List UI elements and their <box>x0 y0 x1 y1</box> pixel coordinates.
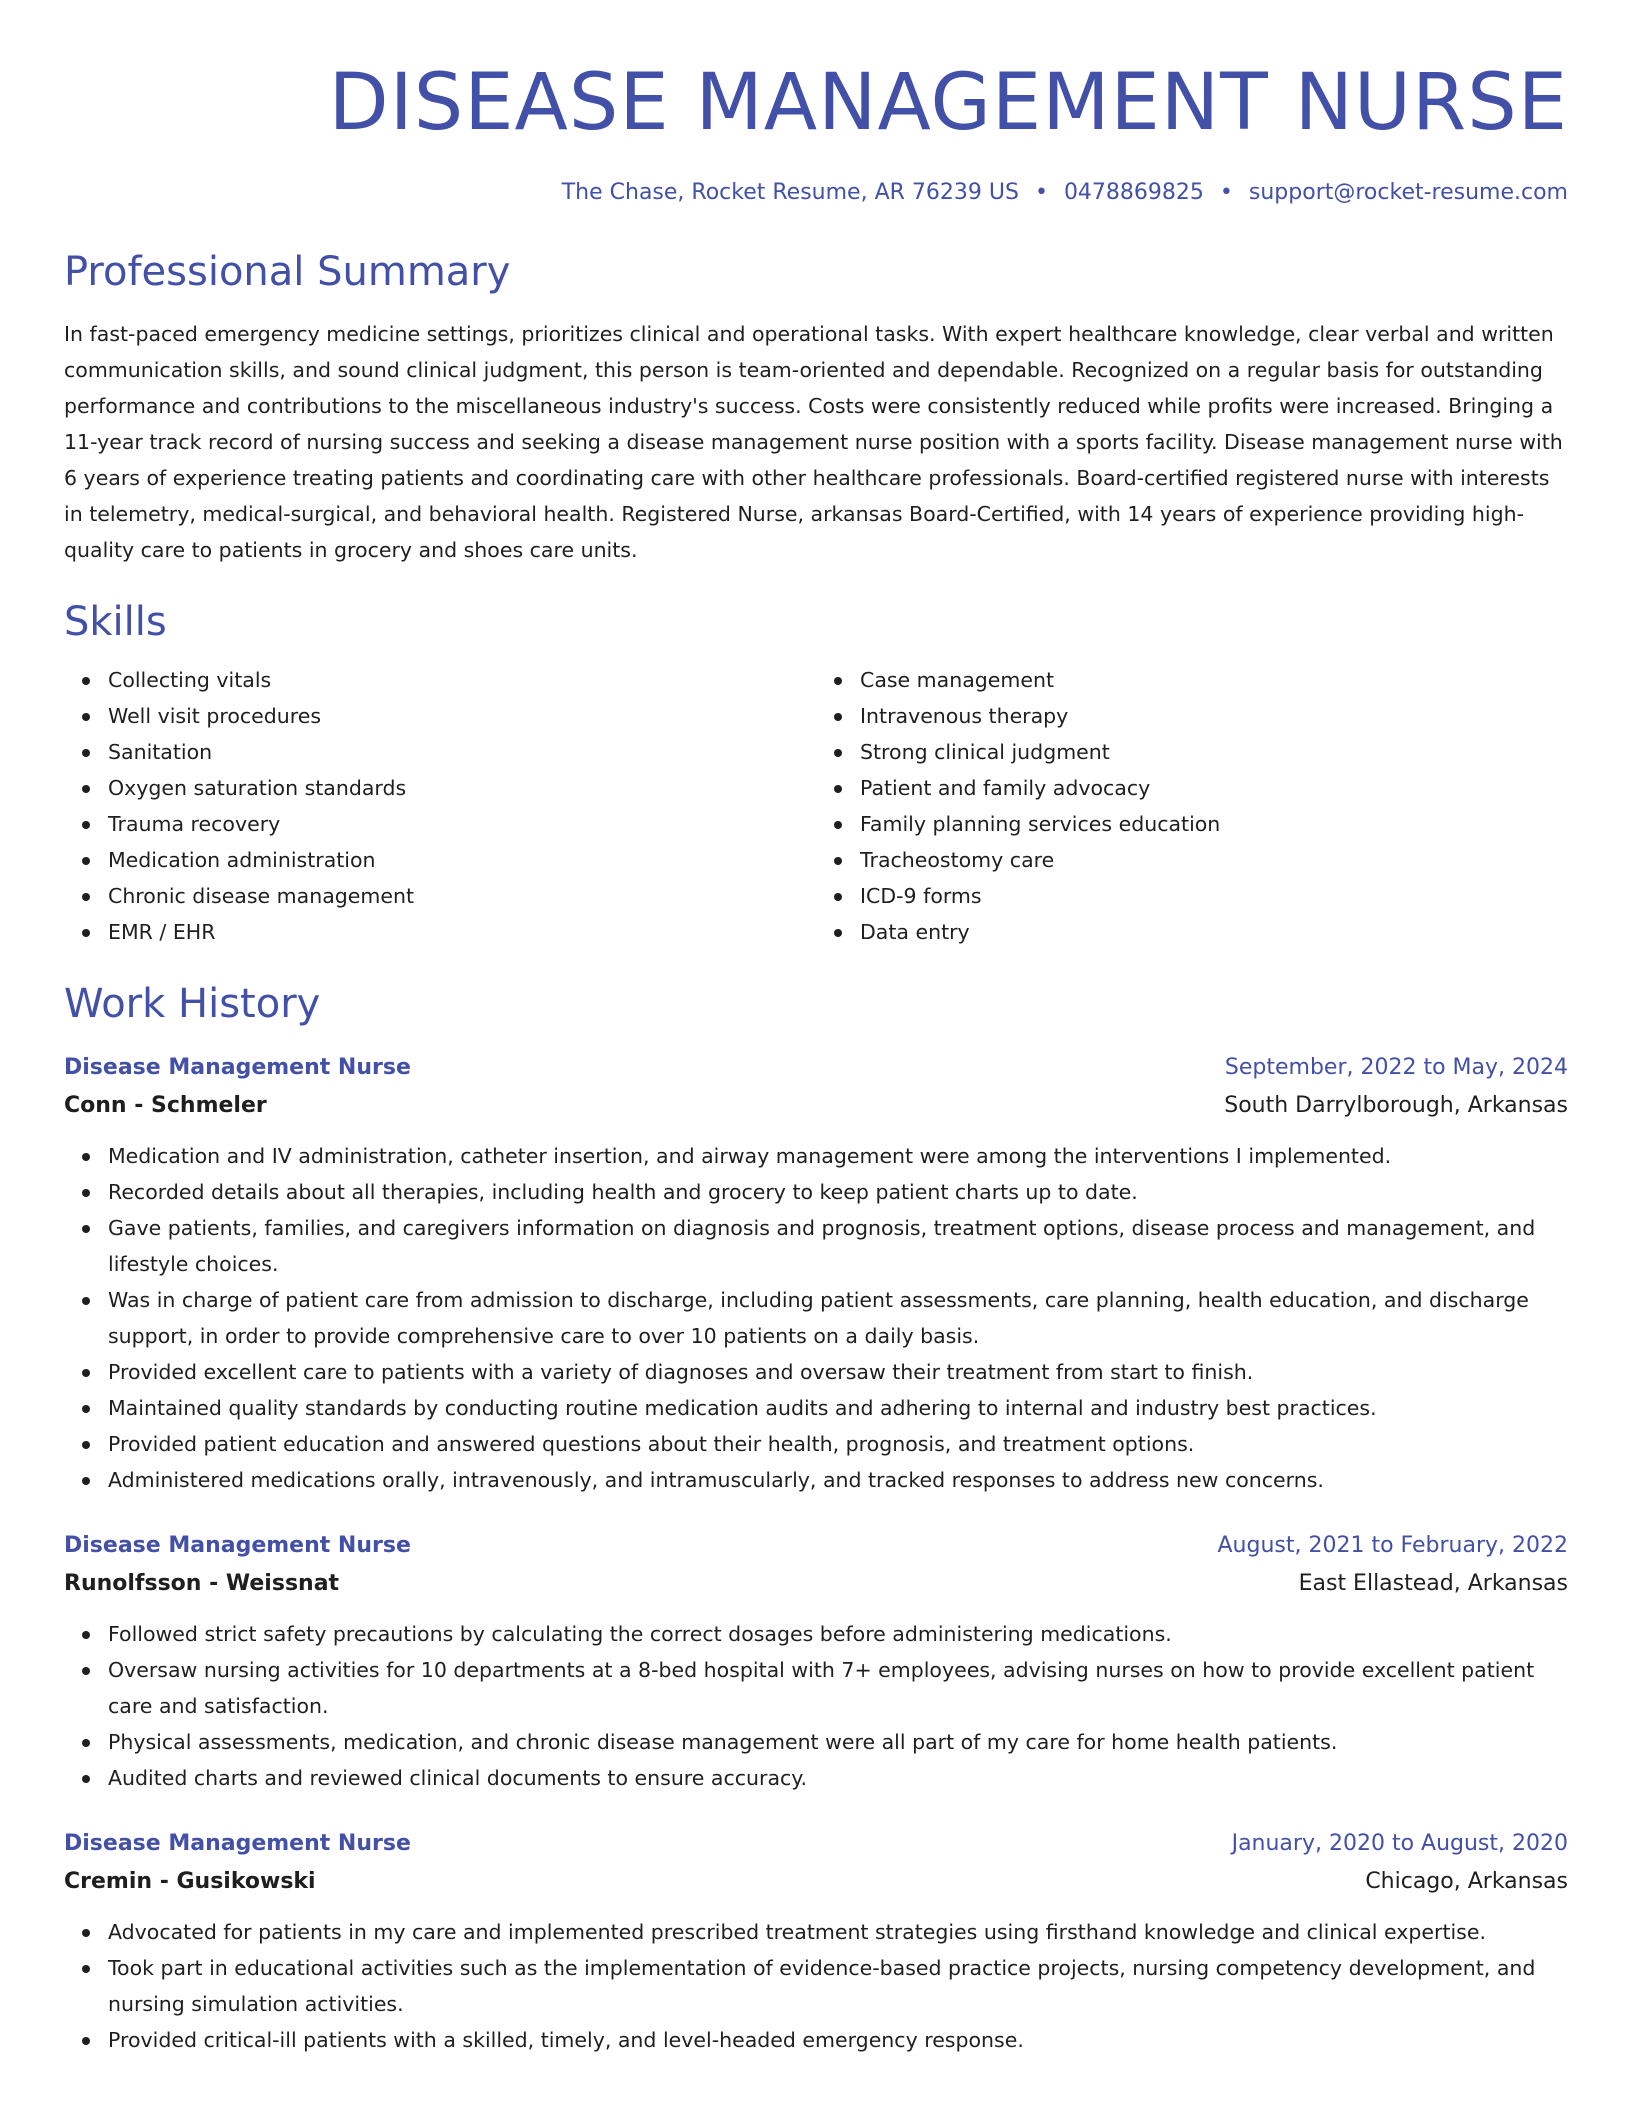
job-bullet: Provided patient education and answered questions about their health, prognosis, and treatment options. <box>108 1426 1568 1462</box>
skills-column-left <box>64 662 816 950</box>
job-dates: January, 2020 to August, 2020 <box>1231 1831 1568 1856</box>
job-bullet: Medication and IV administration, catheter insertion, and airway management were among the interventions I implemented. <box>108 1138 1568 1174</box>
resume-page <box>64 0 1568 2058</box>
job-bullet: Oversaw nursing activities for 10 departments at a 8-bed hospital with 7+ employees, advising nurses on how to provide excellent patient care and satisfaction. <box>108 1652 1568 1724</box>
job-bullet: Audited charts and reviewed clinical documents to ensure accuracy. <box>108 1760 1568 1796</box>
contact-phone: 0478869825 <box>1063 180 1204 205</box>
skill-item: Family planning services education <box>860 806 1568 842</box>
job-dates: September, 2022 to May, 2024 <box>1224 1055 1568 1080</box>
job-bullets <box>64 1914 1568 2058</box>
job-title: Disease Management Nurse <box>64 1831 411 1856</box>
job-bullet: Took part in educational activities such as the implementation of evidence-based practice projects, nursing competency development, and nursing simulation activities. <box>108 1950 1568 2022</box>
work-history-heading: Work History <box>64 981 321 1027</box>
skill-item: Data entry <box>860 914 1568 950</box>
job-entry <box>64 1528 1568 1796</box>
job-employer: Runolfsson - Weissnat <box>64 1571 340 1596</box>
skill-item: Collecting vitals <box>108 662 816 698</box>
job-entry <box>64 1050 1568 1498</box>
job-location: Chicago, Arkansas <box>1365 1869 1568 1894</box>
job-bullet: Recorded details about all therapies, including health and grocery to keep patient charts up to date. <box>108 1174 1568 1210</box>
job-header-row <box>64 1826 1568 1862</box>
job-employer-row <box>64 1564 1568 1604</box>
resume-title: DISEASE MANAGEMENT NURSE <box>328 58 1568 148</box>
job-location: East Ellastead, Arkansas <box>1298 1571 1568 1596</box>
summary-heading: Professional Summary <box>64 249 511 295</box>
job-bullet: Advocated for patients in my care and implemented prescribed treatment strategies using firsthand knowledge and clinical expertise. <box>108 1914 1568 1950</box>
contact-line <box>64 178 1568 208</box>
skill-item: Medication administration <box>108 842 816 878</box>
contact-address: The Chase, Rocket Resume, AR 76239 US <box>561 180 1019 205</box>
contact-email: support@rocket-resume.com <box>1248 180 1568 205</box>
skill-item: ICD-9 forms <box>860 878 1568 914</box>
job-bullet: Administered medications orally, intravenously, and intramuscularly, and tracked responses to address new concerns. <box>108 1462 1568 1498</box>
job-dates: August, 2021 to February, 2022 <box>1217 1533 1568 1558</box>
job-employer-row <box>64 1086 1568 1126</box>
skills-column-right <box>816 662 1568 950</box>
job-bullets <box>64 1616 1568 1796</box>
job-bullet: Gave patients, families, and caregivers information on diagnosis and prognosis, treatment options, disease process and management, and lifestyle choices. <box>108 1210 1568 1282</box>
job-bullet: Followed strict safety precautions by calculating the correct dosages before administering medications. <box>108 1616 1568 1652</box>
job-bullets <box>64 1138 1568 1498</box>
job-bullet: Provided critical-ill patients with a skilled, timely, and level-headed emergency response. <box>108 2022 1568 2058</box>
job-title: Disease Management Nurse <box>64 1055 411 1080</box>
job-title: Disease Management Nurse <box>64 1533 411 1558</box>
job-bullet: Was in charge of patient care from admission to discharge, including patient assessments, care planning, health education, and discharge support, in order to provide comprehensive care to over 10 patients on a daily basis. <box>108 1282 1568 1354</box>
skill-item: Intravenous therapy <box>860 698 1568 734</box>
job-bullet: Maintained quality standards by conducting routine medication audits and adhering to internal and industry best practices. <box>108 1390 1568 1426</box>
job-employer-row <box>64 1862 1568 1902</box>
job-employer: Conn - Schmeler <box>64 1093 267 1118</box>
skill-item: Tracheostomy care <box>860 842 1568 878</box>
skill-item: Oxygen saturation standards <box>108 770 816 806</box>
summary-text: In fast-paced emergency medicine settings, prioritizes clinical and operational tasks. With expert healthcare knowledge, clear verbal and written communication skills, and sound clinical judgment, this person is team-oriented and dependable. Recognized on a regular basis for outstanding performance and contributions to the miscellaneous industry's success. Costs were consistently reduced while profits were increased. Bringing a 11-year track record of nursing success and seeking a disease management nurse position with a sports facility. Disease management nurse with 6 years of experience treating patients and coordinating care with other healthcare professionals. Board-certified registered nurse with interests in telemetry, medical-surgical, and behavioral health. Registered Nurse, arkansas Board-Certified, with 14 years of experience providing high-quality care to patients in grocery and shoes care units. <box>64 322 1563 562</box>
skill-item: Sanitation <box>108 734 816 770</box>
contact-separator: • <box>1219 180 1233 205</box>
job-header-row <box>64 1528 1568 1564</box>
skill-item: Strong clinical judgment <box>860 734 1568 770</box>
skills-list <box>64 662 1568 950</box>
skill-item: Patient and family advocacy <box>860 770 1568 806</box>
contact-separator: • <box>1034 180 1048 205</box>
job-header-row <box>64 1050 1568 1086</box>
skill-item: Well visit procedures <box>108 698 816 734</box>
skill-item: Chronic disease management <box>108 878 816 914</box>
skills-heading: Skills <box>64 599 167 645</box>
job-bullet: Physical assessments, medication, and chronic disease management were all part of my care for home health patients. <box>108 1724 1568 1760</box>
job-location: South Darrylborough, Arkansas <box>1224 1093 1568 1118</box>
skill-item: Trauma recovery <box>108 806 816 842</box>
skill-item: Case management <box>860 662 1568 698</box>
job-bullet: Provided excellent care to patients with a variety of diagnoses and oversaw their treatment from start to finish. <box>108 1354 1568 1390</box>
skill-item: EMR / EHR <box>108 914 816 950</box>
job-employer: Cremin - Gusikowski <box>64 1869 316 1894</box>
job-entry <box>64 1826 1568 2058</box>
